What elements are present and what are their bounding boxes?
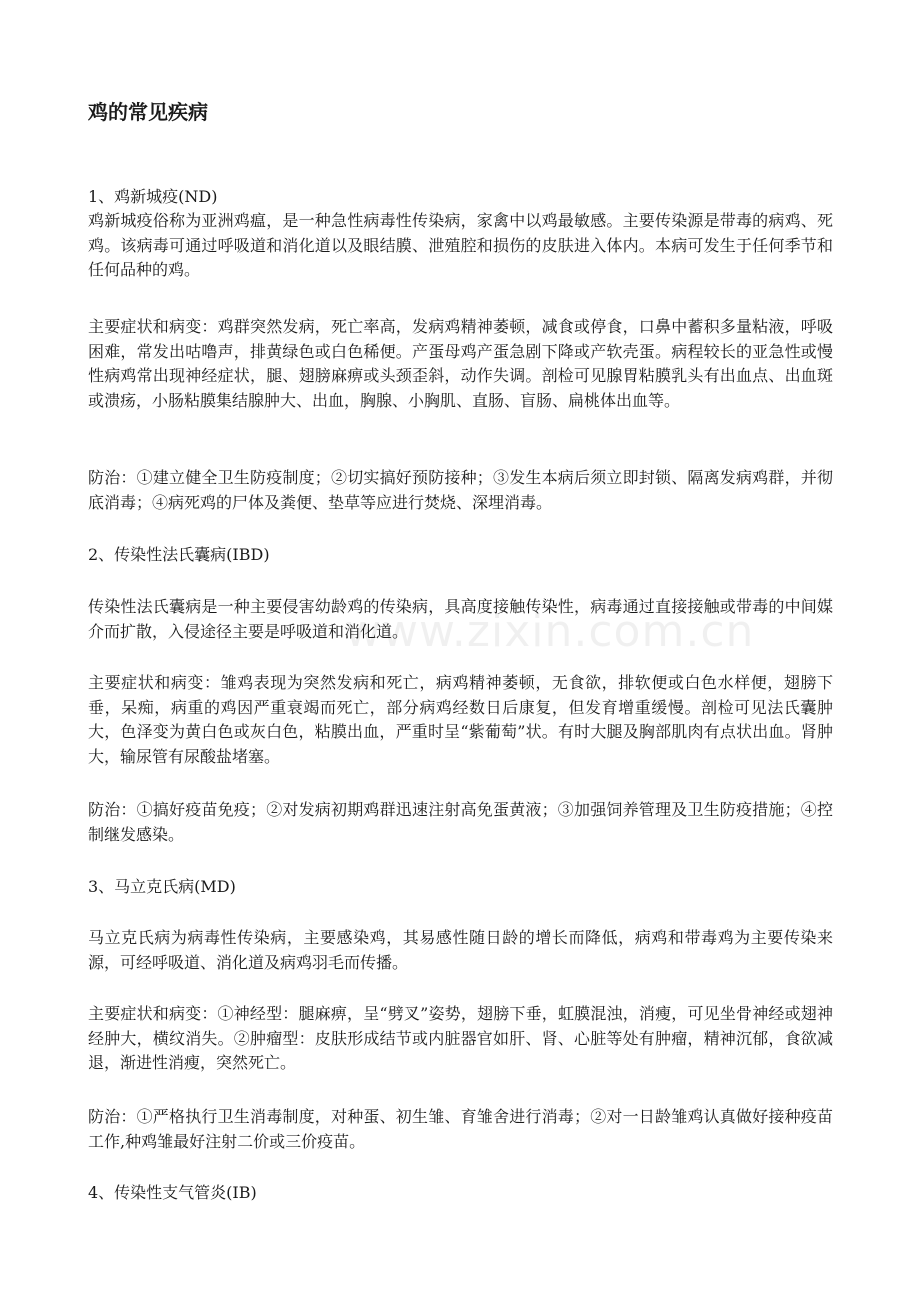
section-heading-ib: 4、传染性支气管炎(IB) xyxy=(88,1183,257,1202)
section-heading-nd: 1、鸡新城疫(ND) xyxy=(88,187,218,206)
document-title: 鸡的常见疾病 xyxy=(88,100,208,124)
paragraph-md-prevention: 防治：①严格执行卫生消毒制度，对种蛋、初生雏、育雏舍进行消毒；②对一日龄雏鸡认真做好接种疫苗工作,种鸡雏最好注射二价或三价疫苗。 xyxy=(88,1107,833,1151)
paragraph-ibd-intro: 传染性法氏囊病是一种主要侵害幼龄鸡的传染病，具高度接触传染性，病毒通过直接接触或带毒的中间媒介而扩散，入侵途径主要是呼吸道和消化道。 xyxy=(88,597,833,641)
paragraph-nd-intro: 鸡新城疫俗称为亚洲鸡瘟，是一种急性病毒性传染病，家禽中以鸡最敏感。主要传染源是带毒的病鸡、死鸡。该病毒可通过呼吸道和消化道以及眼结膜、泄殖腔和损伤的皮肤进入体内。本病可发生于任何季节和任何品种的鸡。 xyxy=(88,211,833,280)
watermark: www.zixin.com.cn xyxy=(345,606,755,657)
paragraph-md-intro: 马立克氏病为病毒性传染病，主要感染鸡，其易感性随日龄的增长而降低，病鸡和带毒鸡为主要传染来源，可经呼吸道、消化道及病鸡羽毛而传播。 xyxy=(88,928,833,972)
paragraph-md-symptoms: 主要症状和病变：①神经型：腿麻痹，呈“劈叉”姿势，翅膀下垂，虹膜混浊，消瘦，可见坐骨神经或翅神经肿大，横纹消失。②肿瘤型：皮肤形成结节或内脏器官如肝、肾、心脏等处有肿瘤，精神沉郁，食欲减退，渐进性消瘦，突然死亡。 xyxy=(88,1004,833,1073)
paragraph-nd-symptoms: 主要症状和病变：鸡群突然发病，死亡率高，发病鸡精神萎顿，减食或停食，口鼻中蓄积多量粘液，呼吸困难，常发出咕噜声，排黄绿色或白色稀便。产蛋母鸡产蛋急剧下降或产软壳蛋。病程较长的亚急性或慢性病鸡常出现神经症状，腿、翅膀麻痹或头颈歪斜，动作失调。剖检可见腺胃粘膜乳头有出血点、出血斑或溃疡，小肠粘膜集结腺肿大、出血，胸腺、小胸肌、直肠、盲肠、扁桃体出血等。 xyxy=(88,317,833,410)
paragraph-ibd-symptoms: 主要症状和病变：雏鸡表现为突然发病和死亡，病鸡精神萎顿，无食欲，排软便或白色水样便，翅膀下垂，呆痴，病重的鸡因严重衰竭而死亡，部分病鸡经数日后康复，但发育增重缓慢。剖检可见法氏囊肿大，色泽变为黄白色或灰白色，粘膜出血，严重时呈“紫葡萄”状。有时大腿及胸部肌肉有点状出血。肾肿大，输尿管有尿酸盐堵塞。 xyxy=(88,673,833,766)
section-heading-ibd: 2、传染性法氏囊病(IBD) xyxy=(88,545,270,564)
section-heading-md: 3、马立克氏病(MD) xyxy=(88,877,236,896)
paragraph-ibd-prevention: 防治：①搞好疫苗免疫；②对发病初期鸡群迅速注射高免蛋黄液；③加强饲养管理及卫生防疫措施；④控制继发感染。 xyxy=(88,800,833,844)
paragraph-nd-prevention: 防治：①建立健全卫生防疫制度；②切实搞好预防接种；③发生本病后须立即封锁、隔离发病鸡群，并彻底消毒；④病死鸡的尸体及粪便、垫草等应进行焚烧、深埋消毒。 xyxy=(88,468,833,512)
